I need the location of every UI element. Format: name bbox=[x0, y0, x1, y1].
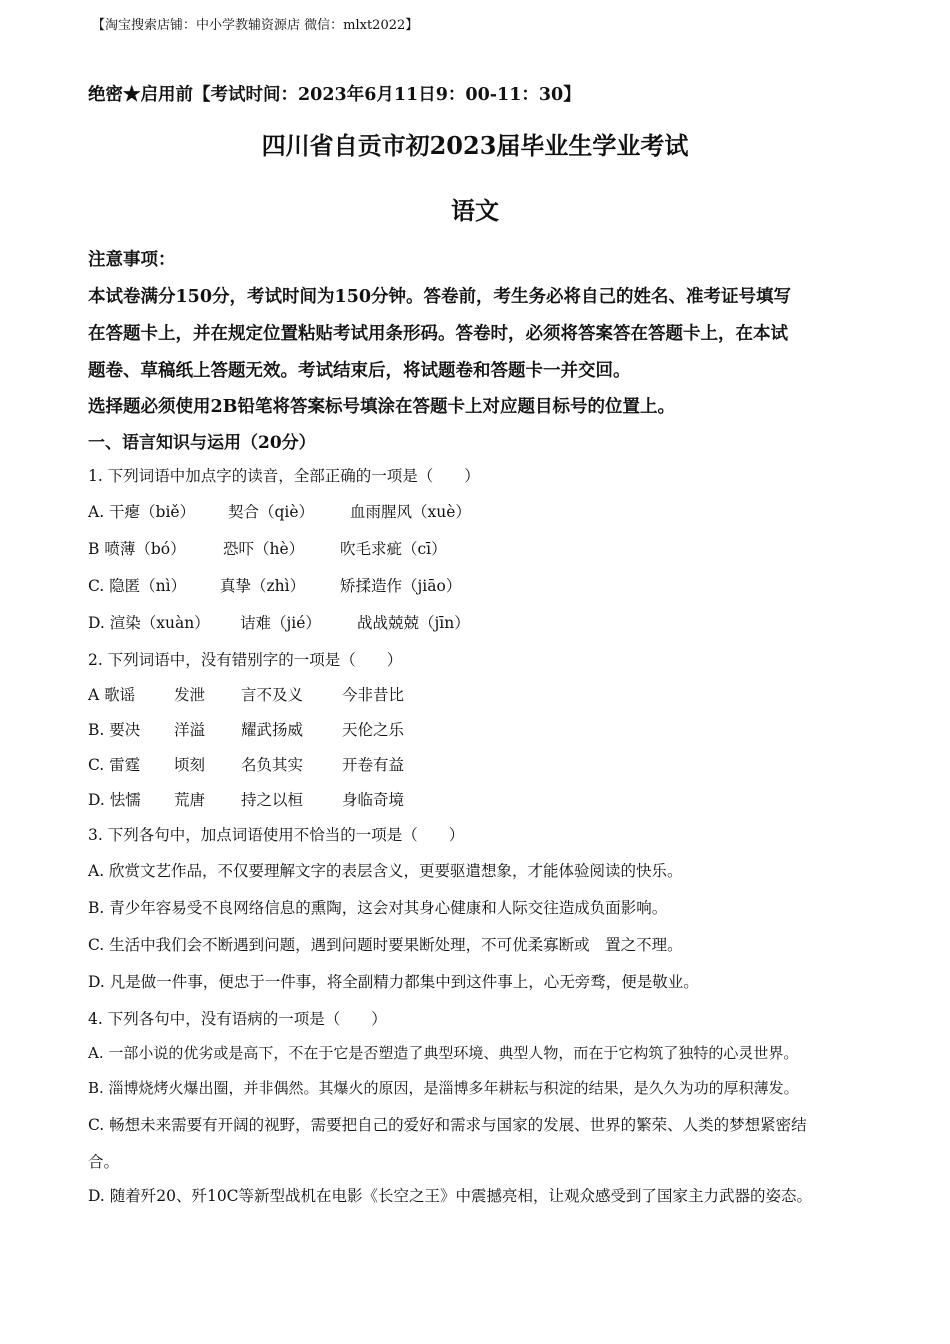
question-3-option-a: A. 欣赏文艺作品，不仅要理解文字的表层含义，更要驱遣想象，才能体验阅读的快乐。 bbox=[88, 862, 683, 880]
question-3-option-d: D. 凡是做一件事，便忠于一件事，将全副精力都集中到这件事上，心无旁骛，便是敬业。 bbox=[88, 973, 699, 991]
question-4-option-c-cont: 合。 bbox=[88, 1153, 120, 1171]
option-term: A 歌谣 bbox=[88, 686, 136, 704]
notice-line: 本试卷满分150分，考试时间为150分钟。答卷前，考生务必将自己的姓名、准考证号填写 bbox=[88, 287, 792, 307]
question-3-option-c: C. 生活中我们会不断遇到问题，遇到问题时要果断处理，不可优柔寡断或 置之不理。 bbox=[88, 936, 683, 954]
notice-heading: 注意事项： bbox=[88, 250, 176, 270]
option-term: 血雨腥风（xuè） bbox=[350, 503, 471, 521]
section-heading: 一、语言知识与运用（20分） bbox=[88, 433, 316, 453]
exam-title: 四川省自贡市初2023届毕业生学业考试 bbox=[261, 131, 689, 160]
option-term: 开卷有益 bbox=[342, 756, 405, 774]
option-term: 言不及义 bbox=[241, 686, 304, 704]
store-header: 【淘宝搜索店铺：中小学教辅资源店 微信：mlxt2022】 bbox=[92, 18, 419, 33]
option-term: 吹毛求疵（cī） bbox=[340, 540, 447, 558]
option-term: B 喷薄（bó） bbox=[88, 540, 186, 558]
option-term: 恐吓（hè） bbox=[223, 540, 305, 558]
option-term: 天伦之乐 bbox=[342, 721, 405, 739]
subject-title: 语文 bbox=[451, 196, 499, 225]
question-3-stem: 3. 下列各句中，加点词语使用不恰当的一项是（ ） bbox=[88, 826, 465, 844]
option-term: C. 雷霆 bbox=[88, 756, 141, 774]
option-term: 今非昔比 bbox=[342, 686, 405, 704]
question-4-option-a: A. 一部小说的优劣或是高下，不在于它是否塑造了典型环境、典型人物，而在于它构筑了独特的心灵世界。 bbox=[88, 1044, 799, 1062]
option-term: 洋溢 bbox=[174, 721, 206, 739]
question-4-option-b: B. 淄博烧烤火爆出圈，并非偶然。其爆火的原因，是淄博多年耕耘与积淀的结果，是久久为功的厚积薄发。 bbox=[88, 1079, 799, 1097]
option-term: 诘难（jié） bbox=[240, 614, 321, 632]
notice-line: 在答题卡上，并在规定位置粘贴考试用条形码。答卷时，必须将答案答在答题卡上，在本试 bbox=[88, 324, 788, 344]
option-term: A. 干瘪（biě） bbox=[88, 503, 196, 521]
option-term: 身临奇境 bbox=[342, 791, 405, 809]
question-4-option-d: D. 随着歼20、歼10C等新型战机在电影《长空之王》中震撼亮相，让观众感受到了国家主力武器的姿态。 bbox=[88, 1187, 813, 1205]
option-term: 真挚（zhì） bbox=[220, 577, 306, 595]
option-term: 荒唐 bbox=[174, 791, 206, 809]
exam-time-line: 绝密★启用前【考试时间：2023年6月11日9：00-11：30】 bbox=[88, 85, 581, 105]
option-term: 矫揉造作（jiāo） bbox=[340, 577, 462, 595]
question-3-option-b: B. 青少年容易受不良网络信息的熏陶，这会对其身心健康和人际交往造成负面影响。 bbox=[88, 899, 668, 917]
question-2-stem: 2. 下列词语中，没有错别字的一项是（ ） bbox=[88, 651, 403, 669]
option-term: 顷刻 bbox=[174, 756, 206, 774]
question-4-option-c: C. 畅想未来需要有开阔的视野，需要把自己的爱好和需求与国家的发展、世界的繁荣、人类的梦想紧密结 bbox=[88, 1116, 807, 1134]
option-term: 持之以桓 bbox=[241, 791, 304, 809]
option-term: D. 怯懦 bbox=[88, 791, 141, 809]
option-term: 战战兢兢（jīn） bbox=[357, 614, 470, 632]
question-1-stem: 1. 下列词语中加点字的读音，全部正确的一项是（ ） bbox=[88, 467, 480, 485]
notice-line: 题卷、草稿纸上答题无效。考试结束后，将试题卷和答题卡一并交回。 bbox=[88, 361, 631, 381]
option-term: 发泄 bbox=[174, 686, 206, 704]
option-term: 耀武扬威 bbox=[241, 721, 304, 739]
question-4-stem: 4. 下列各句中，没有语病的一项是（ ） bbox=[88, 1010, 387, 1028]
option-term: 名负其实 bbox=[241, 756, 304, 774]
option-term: 契合（qiè） bbox=[228, 503, 315, 521]
option-term: D. 渲染（xuàn） bbox=[88, 614, 210, 632]
notice-line: 选择题必须使用2B铅笔将答案标号填涂在答题卡上对应题目标号的位置上。 bbox=[88, 397, 675, 417]
option-term: B. 要决 bbox=[88, 721, 141, 739]
option-term: C. 隐匿（nì） bbox=[88, 577, 187, 595]
